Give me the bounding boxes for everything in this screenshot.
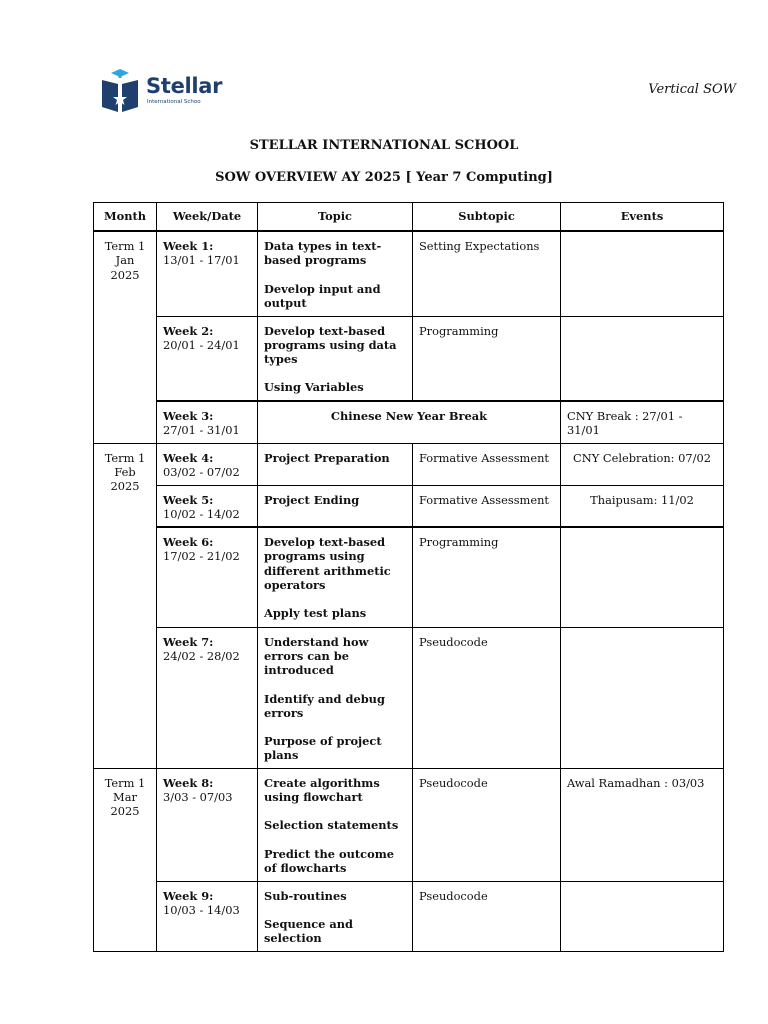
month-cell — [94, 768, 157, 951]
week-date: 20/01 - 24/01 — [163, 337, 240, 352]
topic-item: Develop text-based programs using data types — [264, 323, 397, 367]
event-cell — [561, 527, 724, 627]
topic-item: Sub-routines — [264, 888, 347, 903]
topic-cell — [258, 231, 413, 316]
week-date: 13/01 - 17/01 — [163, 253, 240, 268]
week-date: 24/02 - 28/02 — [163, 648, 240, 663]
book-shield-icon — [100, 68, 140, 114]
sow-table — [93, 202, 724, 952]
week-label: Week 5: — [163, 492, 214, 507]
topic-item: Data types in text-based programs — [264, 239, 382, 268]
topic-cell — [258, 881, 413, 951]
week-cell — [157, 527, 258, 627]
subtopic-cell: Programming — [413, 527, 561, 627]
school-title: STELLAR INTERNATIONAL SCHOOL — [249, 138, 519, 153]
week-label: Week 3: — [163, 409, 214, 423]
month-year: 2025 — [110, 804, 140, 819]
month-term: Term 1 — [104, 450, 146, 465]
topic-item: Identify and debug errors — [264, 691, 385, 720]
event-cell — [561, 881, 724, 951]
topic-item: Create algorithms using flowchart — [264, 775, 380, 805]
topic-cell — [258, 527, 413, 627]
logo-tagline: International Schoo — [147, 99, 201, 105]
month-name: Jan — [115, 253, 135, 268]
week-cell — [157, 881, 258, 951]
topic-cell: Chinese New Year Break — [258, 401, 561, 443]
week-date: 10/03 - 14/03 — [163, 903, 240, 918]
topic-cell — [258, 627, 413, 768]
document-label: Vertical SOW — [648, 82, 736, 97]
subtopic-cell: Pseudocode — [413, 768, 561, 881]
column-header: Week/Date — [157, 203, 258, 232]
topic-cell — [258, 768, 413, 881]
table-row — [94, 443, 724, 485]
school-logo — [100, 68, 223, 114]
week-label: Week 8: — [163, 775, 214, 790]
table-row — [94, 485, 724, 527]
topic-item: Apply test plans — [264, 606, 367, 621]
topic-item: Understand how errors can be introduced — [264, 634, 369, 678]
topic-cell: Project Preparation — [258, 443, 413, 485]
topic-item: Sequence and selection — [264, 917, 354, 946]
month-name: Mar — [113, 790, 137, 805]
week-label: Week 6: — [163, 535, 214, 550]
topic-cell: Project Ending — [258, 485, 413, 527]
subtopic-cell: Programming — [413, 316, 561, 401]
subtopic-cell: Pseudocode — [413, 627, 561, 768]
month-year: 2025 — [110, 267, 140, 282]
topic-item: Using Variables — [264, 380, 364, 395]
column-header: Subtopic — [413, 203, 561, 232]
subtopic-cell: Setting Expectations — [413, 231, 561, 316]
topic-item: Purpose of project plans — [264, 734, 382, 763]
week-label: Week 2: — [163, 323, 214, 338]
column-header: Events — [561, 203, 724, 232]
week-cell — [157, 768, 258, 881]
subtopic-cell: Formative Assessment — [413, 443, 561, 485]
event-cell: Awal Ramadhan : 03/03 — [561, 768, 724, 881]
column-header: Month — [94, 203, 157, 232]
week-date: 3/03 - 07/03 — [163, 790, 233, 805]
table-header-row — [94, 203, 724, 232]
week-label: Week 1: — [163, 239, 214, 253]
table-row — [94, 768, 724, 881]
subtopic-cell: Formative Assessment — [413, 485, 561, 527]
event-cell — [561, 627, 724, 768]
event-cell: Thaipusam: 11/02 — [561, 485, 724, 527]
topic-item: Develop input and output — [264, 281, 381, 310]
sow-title: SOW OVERVIEW AY 2025 [ Year 7 Computing] — [215, 170, 553, 185]
month-term: Term 1 — [104, 239, 146, 253]
column-header: Topic — [258, 203, 413, 232]
month-term: Term 1 — [104, 775, 146, 790]
event-cell: CNY Celebration: 07/02 — [561, 443, 724, 485]
subtopic-cell: Pseudocode — [413, 881, 561, 951]
table-row — [94, 316, 724, 401]
topic-item: Predict the outcome of flowcharts — [264, 846, 394, 875]
week-cell — [157, 485, 258, 527]
week-label: Week 7: — [163, 634, 214, 649]
topic-item: Selection statements — [264, 818, 399, 833]
topic-cell — [258, 316, 413, 401]
week-cell — [157, 316, 258, 401]
table-row — [94, 881, 724, 951]
month-cell — [94, 443, 157, 768]
table-row — [94, 527, 724, 627]
logo-wordmark: Stellar — [146, 74, 223, 98]
week-cell — [157, 231, 258, 316]
week-date: 27/01 - 31/01 — [163, 423, 240, 438]
table-row — [94, 401, 724, 443]
week-cell — [157, 401, 258, 443]
week-date: 03/02 - 07/02 — [163, 464, 240, 479]
month-year: 2025 — [110, 479, 140, 494]
week-cell — [157, 443, 258, 485]
event-cell — [561, 231, 724, 316]
week-date: 17/02 - 21/02 — [163, 549, 240, 564]
topic-item: Develop text-based programs using different arithmetic operators — [264, 535, 391, 593]
week-label: Week 4: — [163, 450, 214, 465]
event-cell: CNY Break : 27/01 - 31/01 — [561, 401, 724, 443]
week-label: Week 9: — [163, 888, 214, 903]
week-date: 10/02 - 14/02 — [163, 506, 240, 521]
event-cell — [561, 316, 724, 401]
month-name: Feb — [114, 464, 136, 479]
table-row — [94, 627, 724, 768]
month-cell — [94, 231, 157, 443]
week-cell — [157, 627, 258, 768]
table-row — [94, 231, 724, 316]
